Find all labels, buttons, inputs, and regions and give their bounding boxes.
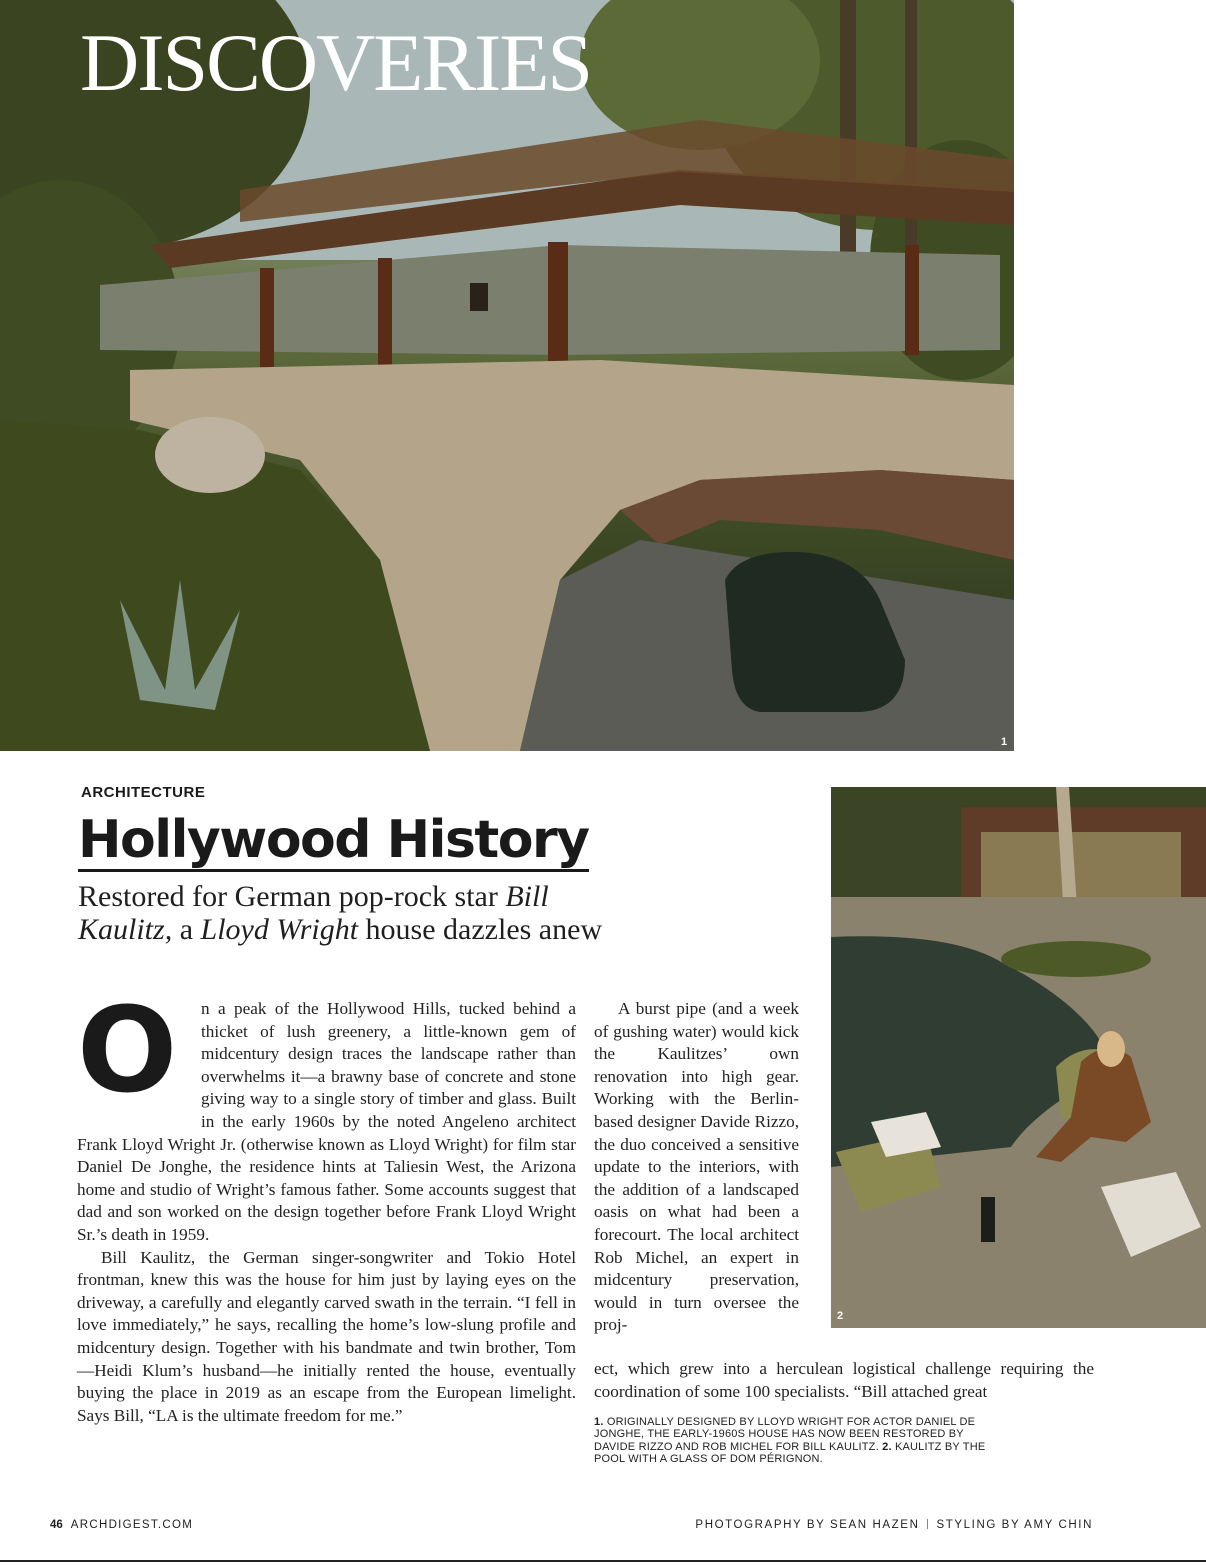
site-name: ARCHDIGEST.COM: [70, 1519, 194, 1531]
photo-number-1: 1: [1001, 736, 1008, 748]
bottom-rule: [0, 1560, 1206, 1562]
dek-name-kaulitz: Bill Kaulitz,: [78, 880, 549, 946]
article-paragraph-1: O n a peak of the Hollywood Hills, tucked behind a thicket of lush greenery, a little-known gem of midcentury design traces the landscape rather than overwhelms it—a brawny base of concrete and stone giving way to a single story of timber and glass. Built in the early 1960s by the noted Angeleno architect Frank Lloyd Wright Jr. (otherwise known as Lloyd Wright) for film star Daniel De Jonghe, the residence hints at Taliesin West, the Arizona home and studio of Wright’s famous father. Some accounts suggest that dad and son worked on the design together before Frank Lloyd Wright Sr.’s death in 1959.: [77, 981, 576, 1244]
photo-captions: 1. ORIGINALLY DESIGNED BY LLOYD WRIGHT FOR ACTOR DANIEL DE JONGHE, THE EARLY-1960S HOUSE HAS NOW BEEN RESTORED BY DAVIDE RIZZO AND ROB MICHEL FOR BILL KAULITZ. 2. KAULITZ BY THE POOL WITH A GLASS OF DOM PÉRIGNON.: [594, 1416, 986, 1466]
hero-photo: [0, 0, 1014, 751]
photo-number-2: 2: [837, 1310, 844, 1322]
dek-name-wright: Lloyd Wright: [200, 913, 359, 946]
article-dek: Restored for German pop-rock star Bill Kaulitz, a Lloyd Wright house dazzles anew: [78, 880, 603, 946]
article-column-2: [594, 998, 799, 1337]
article-kicker: ARCHITECTURE: [81, 784, 206, 801]
photo-credits: [695, 1519, 1093, 1531]
pool-photo: [831, 787, 1206, 1328]
drop-cap: O: [77, 981, 176, 1119]
article-paragraph-2: Bill Kaulitz, the German singer-songwriter and Tokio Hotel frontman, knew this was the house for him just by laying eyes on the driveway, a carefully and elegantly carved swath in the terrain. “I fell in love immediately,” he says, recalling the home’s low-slung profile and midcentury design. Together with his bandmate and twin brother, Tom—Heidi Klum’s husband—he initially rented the house, eventually buying the place in 2019 as an escape from the European limelight. Says Bill, “LA is the ultimate freedom for me.”: [77, 1247, 576, 1425]
article-paragraph-3: A burst pipe (and a week of gushing water) would kick the Kaulitzes’ own renovation into high gear. Working with the Berlin-based designer Davide Rizzo, the duo conceived a sensitive update to the interiors, with the addition of a landscaped oasis on what had been a forecourt. The local architect Rob Michel, an expert in midcentury preservation, would in turn oversee the proj-: [594, 999, 799, 1335]
article-paragraph-3-continued: ect, which grew into a herculean logistical challenge requiring the coordination of some 100 specialists. “Bill attached great: [594, 1359, 1094, 1401]
hero-photo-illustration: [0, 0, 1014, 751]
section-title: DISCOVERIES: [80, 17, 592, 108]
credit-divider: [927, 1519, 928, 1529]
article-headline: Hollywood History: [78, 812, 589, 872]
pool-photo-illustration: [831, 787, 1206, 1328]
photography-credit: PHOTOGRAPHY BY SEAN HAZEN: [695, 1519, 920, 1531]
page-number: 46: [50, 1519, 63, 1531]
styling-credit: STYLING BY AMY CHIN: [936, 1519, 1093, 1531]
page-footer-left: [50, 1519, 193, 1531]
article-column-1: [77, 981, 576, 1427]
